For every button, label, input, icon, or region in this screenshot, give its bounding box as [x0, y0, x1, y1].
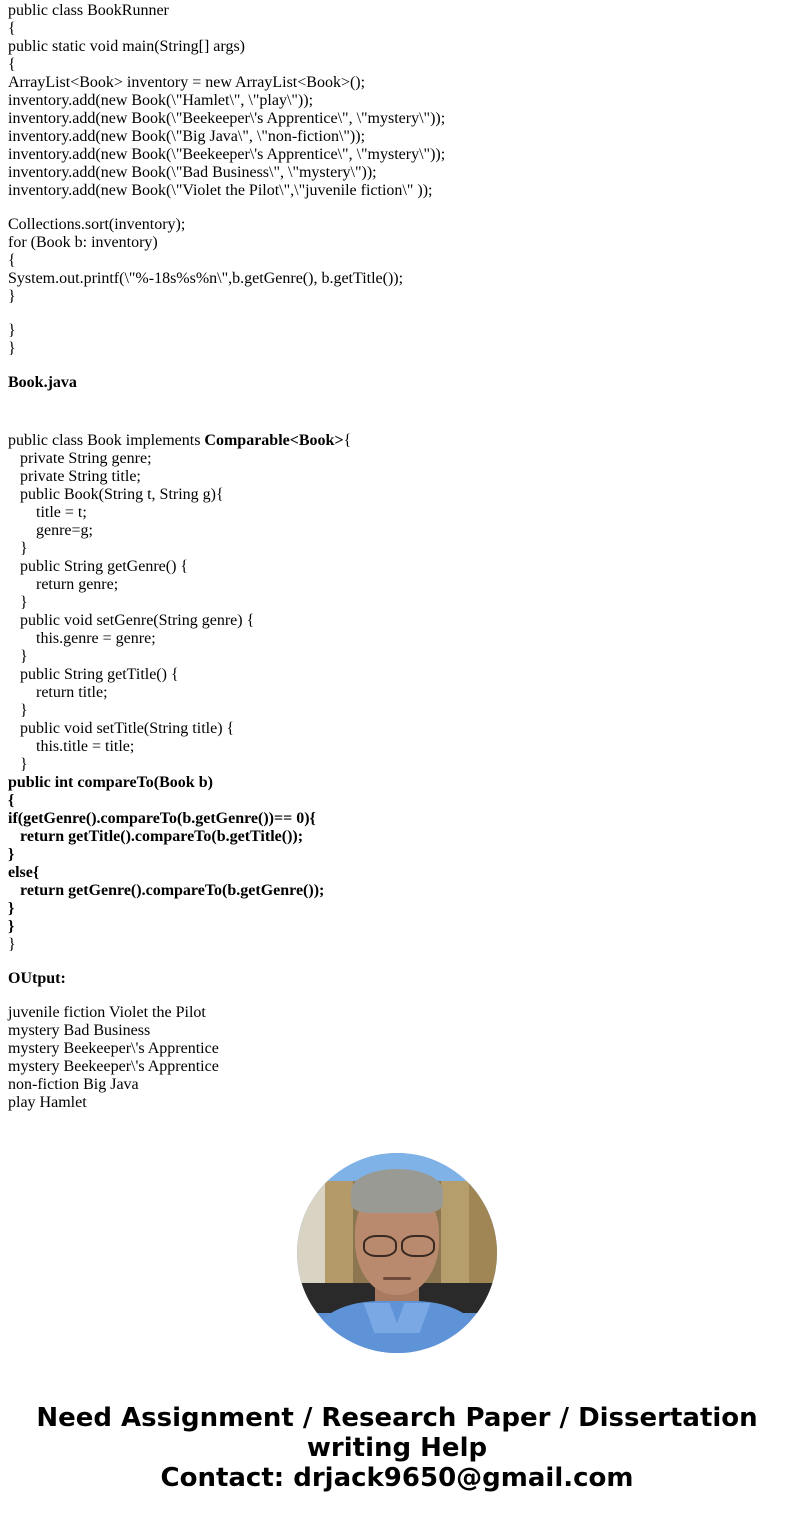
code-line: public class BookRunner [8, 2, 169, 19]
code-line: System.out.printf(\"%-18s%s%n\",b.getGenre(), b.getTitle()); [8, 270, 404, 287]
code-line: for (Book b: inventory) [8, 234, 158, 251]
code-line-bold: if(getGenre().compareTo(b.getGenre())== 0){ [8, 810, 316, 827]
code-line: this.title = title; [36, 738, 135, 755]
code-line: private String genre; [20, 450, 152, 467]
code-line: } [20, 756, 28, 773]
code-line: } [8, 288, 16, 305]
code-line: public String getGenre() { [20, 558, 189, 575]
code-line: } [8, 936, 16, 953]
code-line-bold: } [8, 918, 15, 935]
code-line: inventory.add(new Book(\"Hamlet\", \"play\")); [8, 92, 314, 109]
promo-line-1: Need Assignment / Research Paper / Dissertation [36, 1403, 758, 1433]
class-declaration: public class Book implements Comparable<Book>{ [8, 432, 352, 449]
code-line-bold: } [8, 846, 15, 863]
code-line-bold: return getTitle().compareTo(b.getTitle()); [20, 828, 304, 845]
code-line: inventory.add(new Book(\"Beekeeper\'s Apprentice\", \"mystery\")); [8, 110, 446, 127]
code-line: { [8, 252, 16, 269]
code-line: inventory.add(new Book(\"Violet the Pilot\",\"juvenile fiction\" )); [8, 182, 433, 199]
code-line: public String getTitle() { [20, 666, 179, 683]
code-line-bold: } [8, 900, 15, 917]
promo-line-2: writing Help [306, 1433, 488, 1463]
output-line: mystery Bad Business [8, 1022, 151, 1039]
section-heading-book-java: Book.java [8, 374, 77, 391]
code-line: return title; [36, 684, 108, 701]
code-line: inventory.add(new Book(\"Bad Business\", \"mystery\")); [8, 164, 377, 181]
code-line: public Book(String t, String g){ [20, 486, 224, 503]
glasses-icon [363, 1235, 397, 1257]
code-line: } [20, 648, 28, 665]
code-line: genre=g; [36, 522, 93, 539]
output-line: non-fiction Big Java [8, 1076, 139, 1093]
document-body [8, 2, 788, 1112]
code-line: return genre; [36, 576, 119, 593]
code-line: { [8, 56, 16, 73]
code-line: } [8, 340, 16, 357]
output-line: juvenile fiction Violet the Pilot [8, 1004, 206, 1021]
code-line: title = t; [36, 504, 87, 521]
code-line: public static void main(String[] args) [8, 38, 245, 55]
code-line: } [20, 594, 28, 611]
code-line: Collections.sort(inventory); [8, 216, 186, 233]
code-line: public void setGenre(String genre) { [20, 612, 255, 629]
code-line: ArrayList<Book> inventory = new ArrayList<Book>(); [8, 74, 366, 91]
promo-banner [0, 1403, 794, 1493]
output-line: play Hamlet [8, 1094, 87, 1111]
code-line: } [20, 702, 28, 719]
code-line-bold: public int compareTo(Book b) [8, 774, 213, 791]
code-line-bold: return getGenre().compareTo(b.getGenre()); [20, 882, 325, 899]
code-line: private String title; [20, 468, 141, 485]
code-line: inventory.add(new Book(\"Big Java\", \"non-fiction\")); [8, 128, 366, 145]
section-heading-output: OUtput: [8, 970, 66, 987]
code-line: } [8, 322, 16, 339]
code-line: public void setTitle(String title) { [20, 720, 235, 737]
promo-contact: Contact: drjack9650@gmail.com [160, 1463, 634, 1493]
code-line-bold: else{ [8, 864, 40, 881]
book-code [8, 432, 788, 954]
bookrunner-code [8, 2, 788, 358]
code-line-bold: { [8, 792, 15, 809]
code-line: this.genre = genre; [36, 630, 156, 647]
code-line: inventory.add(new Book(\"Beekeeper\'s Apprentice\", \"mystery\")); [8, 146, 446, 163]
code-line: } [20, 540, 28, 557]
output-line: mystery Beekeeper\'s Apprentice [8, 1040, 219, 1057]
output-line: mystery Beekeeper\'s Apprentice [8, 1058, 219, 1075]
program-output [8, 1004, 788, 1112]
author-avatar [297, 1153, 497, 1353]
code-line: { [8, 20, 16, 37]
